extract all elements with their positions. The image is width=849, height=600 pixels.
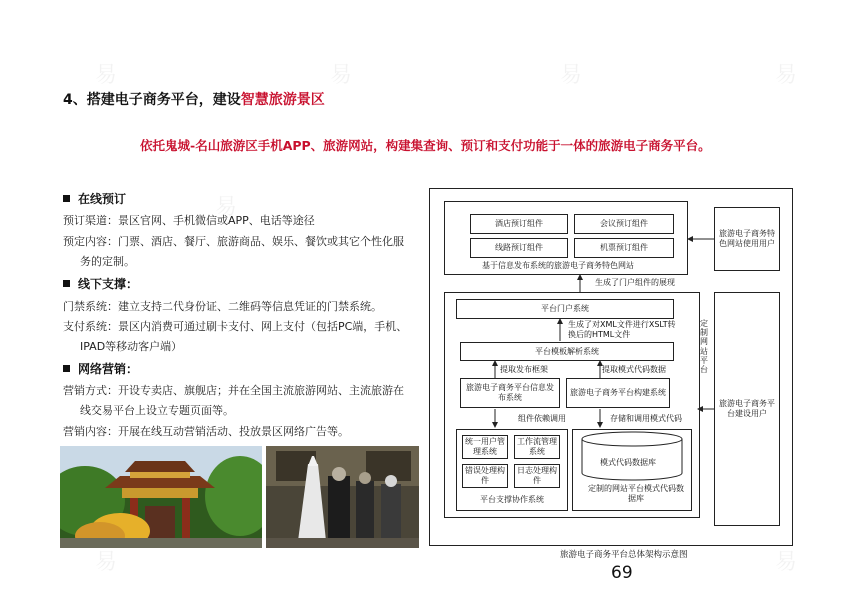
section-title-online-booking: 在线预订 bbox=[63, 190, 126, 207]
watermark: 易 bbox=[95, 63, 118, 88]
support-frame-label: 平台支撑协作系统 bbox=[480, 495, 544, 504]
section-title-online-marketing: 网络营销： bbox=[63, 360, 138, 377]
arrow-label-portal-display: 生成了门户组件的展现 bbox=[595, 278, 675, 287]
text-line: 预订渠道：景区官网、手机微信或APP、电话等途径 bbox=[63, 214, 315, 227]
special-website-users-box: 旅游电子商务特色网站使用用户 bbox=[714, 207, 780, 271]
workflow-management-box: 工作流管理系统 bbox=[514, 435, 560, 459]
top-frame-label: 基于信息发布系统的旅游电子商务特色网站 bbox=[482, 261, 634, 270]
subtitle: 依托鬼城-名山旅游区手机APP、旅游网站，构建集查询、预订和支付功能于一体的旅游电子商务平台。 bbox=[140, 138, 711, 153]
platform-portal-box: 平台门户系统 bbox=[456, 299, 674, 319]
database-name: 模式代码数据库 bbox=[600, 458, 656, 467]
arrow-label-extract-framework: 提取发布框架 bbox=[500, 365, 548, 374]
watermark: 易 bbox=[95, 550, 118, 575]
watermark: 易 bbox=[330, 63, 353, 88]
arrow-label-component-call: 组件依赖调用 bbox=[518, 414, 566, 423]
database-cylinder-icon bbox=[580, 431, 684, 481]
user-management-box: 统一用户管理系统 bbox=[462, 435, 508, 459]
log-handling-box: 日志处理构件 bbox=[514, 464, 560, 488]
bullet-square-icon bbox=[63, 365, 70, 372]
info-publish-system-box: 旅游电子商务平台信息发布系统 bbox=[460, 378, 560, 408]
text-line: 预定内容：门票、酒店、餐厅、旅游商品、娱乐、餐饮或其它个性化服 bbox=[63, 235, 404, 248]
arrow-label-store-call: 存储和调用模式代码 bbox=[610, 414, 682, 423]
hotel-booking-component: 酒店预订组件 bbox=[470, 214, 568, 234]
template-engine-box: 平台模板解析系统 bbox=[460, 342, 674, 361]
text-line: 线交易平台上设立专题页面等。 bbox=[80, 404, 234, 417]
text-line: IPAD等移动客户端） bbox=[80, 340, 183, 353]
scenic-gate-photo bbox=[60, 446, 262, 548]
database-label: 定制的网站平台模式代码数据库 bbox=[588, 484, 684, 503]
bullet-square-icon bbox=[63, 280, 70, 287]
diagram-caption: 旅游电子商务平台总体架构示意图 bbox=[560, 550, 688, 560]
arrow-label-extract-template: 提取模式代码数据 bbox=[602, 365, 666, 374]
text-line: 支付系统：景区内消费可通过刷卡支付、网上支付（包括PC端，手机、 bbox=[63, 320, 408, 333]
text-line: 门禁系统：建立支持二代身份证、二维码等信息凭证的门禁系统。 bbox=[63, 300, 382, 313]
text-line: 营销方式：开设专卖店、旗舰店；并在全国主流旅游网站、主流旅游在 bbox=[63, 384, 404, 397]
custom-platform-vertical-label: 定制网站平台 bbox=[700, 319, 708, 374]
build-system-box: 旅游电子商务平台构建系统 bbox=[566, 378, 670, 408]
xslt-note: 生成了对XML文件进行XSLT转换后的HTML文件 bbox=[568, 320, 676, 339]
text-line: 营销内容：开展在线互动营销活动、投放景区网络广告等。 bbox=[63, 425, 349, 438]
error-handling-box: 错误处理构件 bbox=[462, 464, 508, 488]
watermark: 易 bbox=[775, 63, 798, 88]
ghost-costume-photo bbox=[266, 446, 419, 548]
section-title-offline-support: 线下支撑： bbox=[63, 275, 138, 292]
platform-builder-users-box: 旅游电子商务平台建设用户 bbox=[714, 292, 780, 526]
architecture-diagram bbox=[429, 188, 793, 546]
heading-highlight: 智慧旅游景区 bbox=[240, 92, 325, 108]
watermark: 易 bbox=[560, 63, 583, 88]
page-number: 69 bbox=[611, 563, 633, 583]
section-heading: 4、搭建电子商务平台，建设智慧旅游景区 bbox=[63, 92, 325, 108]
meeting-booking-component: 会议预订组件 bbox=[574, 214, 674, 234]
watermark: 易 bbox=[215, 195, 238, 220]
text-line: 务的定制。 bbox=[80, 255, 135, 268]
route-booking-component: 线路预订组件 bbox=[470, 238, 568, 258]
watermark: 易 bbox=[775, 550, 798, 575]
flight-booking-component: 机票预订组件 bbox=[574, 238, 674, 258]
bullet-square-icon bbox=[63, 195, 70, 202]
